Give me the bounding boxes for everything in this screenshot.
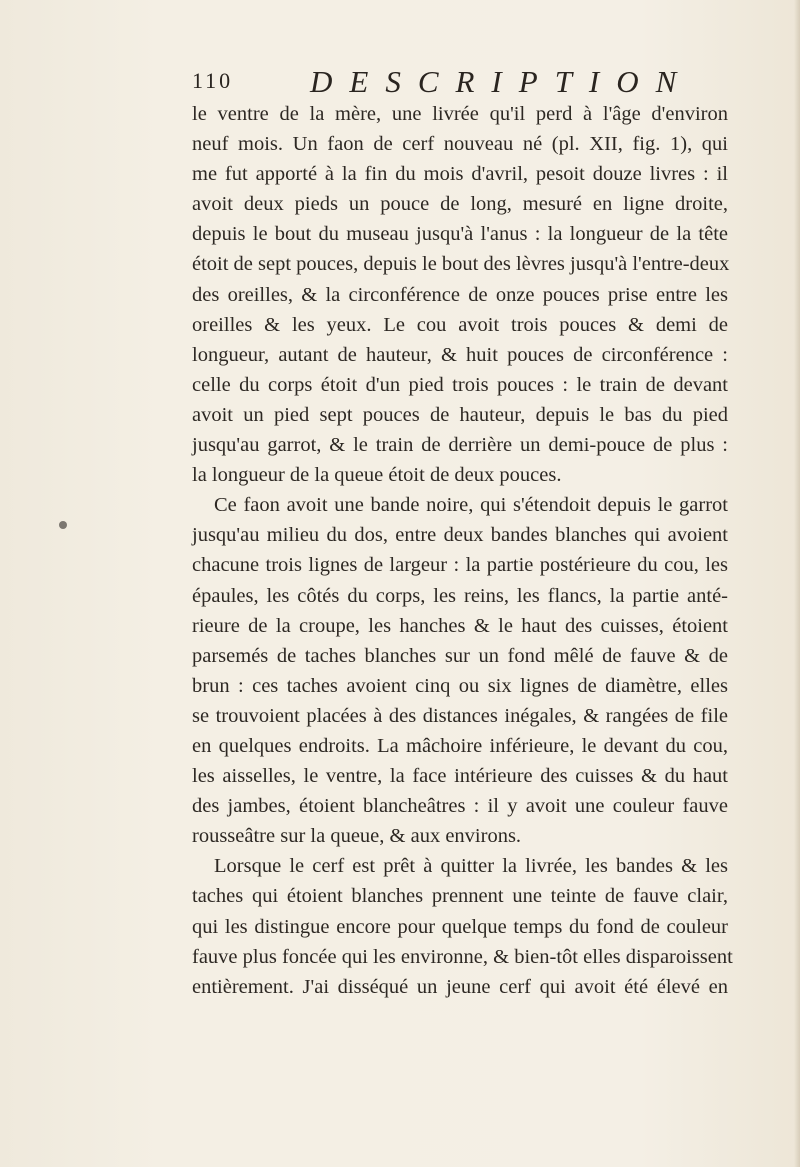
text-line: entièrement. J'ai disséqué un jeune cerf qui avoit été élevé en xyxy=(192,975,728,998)
text-line: neuf mois. Un faon de cerf nouveau né (pl. XII, fig. 1), qui xyxy=(192,133,728,156)
text-line: avoit un pied sept pouces de hauteur, depuis le bas du pied xyxy=(192,403,728,426)
text-line: les aisselles, le ventre, la face intérieure des cuisses & du haut xyxy=(192,765,728,788)
text-line: rieure de la croupe, les hanches & le haut des cuisses, étoient xyxy=(192,614,728,637)
margin-ink-dot xyxy=(59,521,67,529)
text-line: jusqu'au milieu du dos, entre deux bandes blanches qui avoient xyxy=(192,524,728,547)
page-header xyxy=(192,64,722,100)
text-line: la longueur de la queue étoit de deux pouces. xyxy=(192,464,562,487)
running-title: DESCRIPTION xyxy=(310,64,694,99)
text-line: rousseâtre sur la queue, & aux environs. xyxy=(192,825,522,848)
text-line: le ventre de la mère, une livrée qu'il perd à l'âge d'environ xyxy=(192,103,728,125)
text-line: oreilles & les yeux. Le cou avoit trois pouces & demi de xyxy=(192,313,728,336)
text-line: chacune trois lignes de largeur : la partie postérieure du cou, les xyxy=(192,554,728,577)
text-line: fauve plus foncée qui les environne, & bien-tôt elles disparoissent xyxy=(192,945,733,968)
text-line: se trouvoient placées à des distances inégales, & rangées de file xyxy=(192,704,728,727)
text-line: avoit deux pieds un pouce de long, mesuré en ligne droite, xyxy=(192,193,728,216)
text-line: parsemés de taches blanches sur un fond mêlé de fauve & de xyxy=(192,644,728,667)
text-line: depuis le bout du museau jusqu'à l'anus : la longueur de la tête xyxy=(192,223,728,246)
text-line: celle du corps étoit d'un pied trois pouces : le train de devant xyxy=(192,373,728,396)
page-edge-shadow xyxy=(794,0,800,1167)
text-line: brun : ces taches avoient cinq ou six lignes de diamètre, elles xyxy=(192,674,728,697)
text-line: me fut apporté à la fin du mois d'avril, pesoit douze livres : il xyxy=(192,163,728,186)
text-line: étoit de sept pouces, depuis le bout des lèvres jusqu'à l'entre-deux xyxy=(192,253,730,276)
text-line: en quelques endroits. La mâchoire inférieure, le devant du cou, xyxy=(192,734,728,757)
text-line: taches qui étoient blanches prennent une teinte de fauve clair, xyxy=(192,885,728,908)
text-line: épaules, les côtés du corps, les reins, les flancs, la partie anté- xyxy=(192,584,728,607)
text-line: longueur, autant de hauteur, & huit pouces de circonférence : xyxy=(192,343,728,366)
text-line: des oreilles, & la circonférence de onze pouces prise entre les xyxy=(192,283,728,306)
text-line: jusqu'au garrot, & le train de derrière un demi-pouce de plus : xyxy=(192,434,728,457)
text-line: qui les distingue encore pour quelque temps du fond de couleur xyxy=(192,915,728,938)
paragraph-start-line: Ce faon avoit une bande noire, qui s'étendoit depuis le garrot xyxy=(214,494,728,517)
text-line: des jambes, étoient blancheâtres : il y avoit une couleur fauve xyxy=(192,795,728,818)
paragraph-start-line: Lorsque le cerf est prêt à quitter la livrée, les bandes & les xyxy=(214,855,728,878)
body-text xyxy=(192,99,733,1002)
page-number: 110 xyxy=(192,68,234,93)
